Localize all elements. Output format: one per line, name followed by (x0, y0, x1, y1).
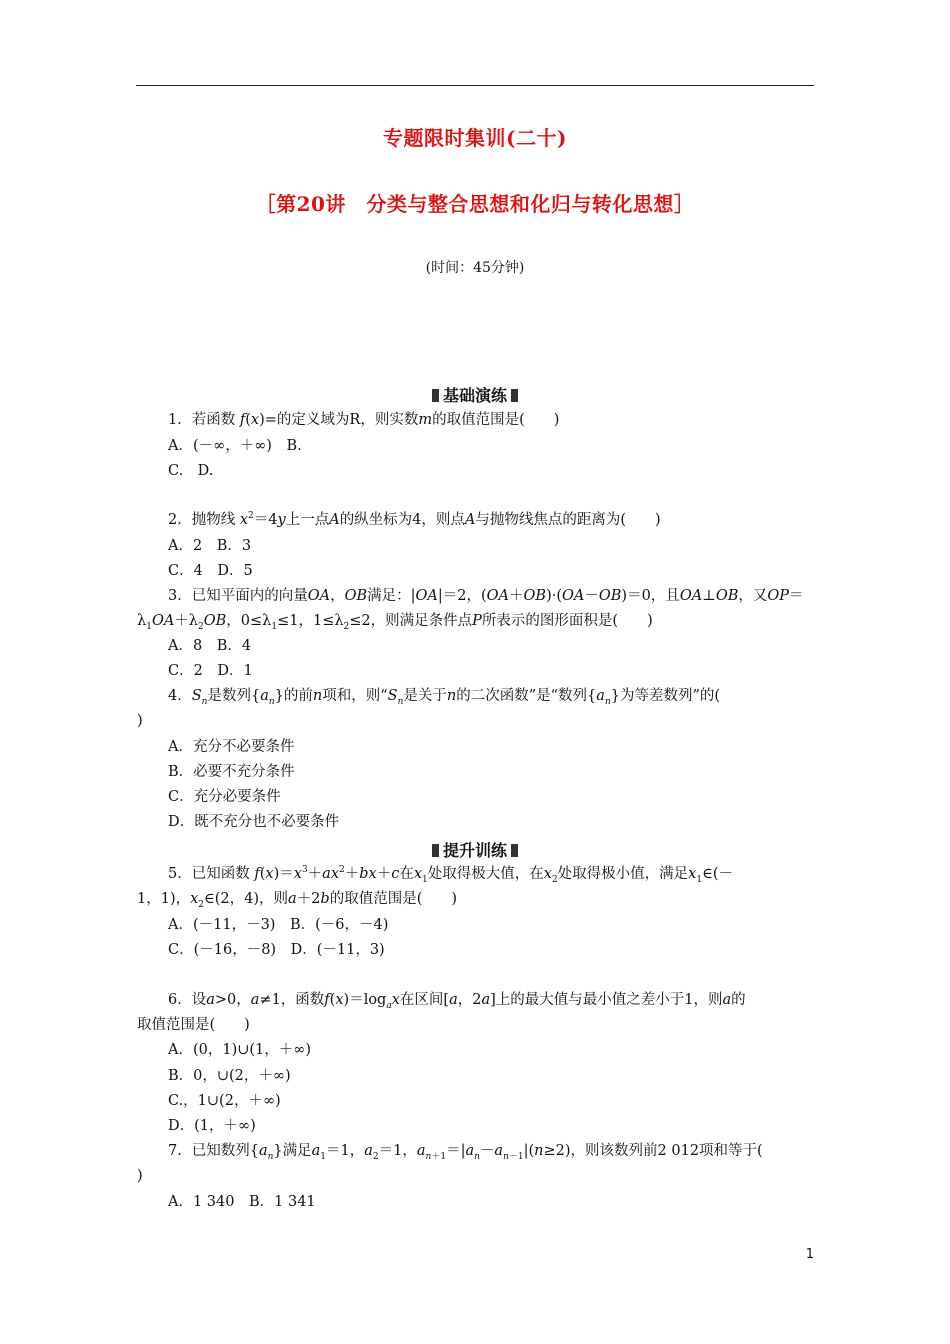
section-basic: 基础演练 (0, 383, 950, 406)
question-3-cont: $\lambda_1OA+\lambda_2OB$，$0\le\lambda_1\le 1$，$1\le\lambda_2\le 2$，则满足条件点P所表示的图形面积是( ) (137, 613, 653, 632)
question-4-cont: ) (137, 713, 143, 729)
question-1: 1．若函数 f(x)=的定义域为R，则实数m的取值范围是( ) (168, 412, 560, 428)
q3-options-ab: A．8 B．4 (168, 638, 252, 654)
q1-options-ab: A．(－∞，＋∞) B. (168, 438, 302, 454)
q5-options-cd: C．(－16，－8) D．(－11，3) (168, 942, 385, 958)
q6-option-a: A．(0，1)∪(1，＋∞) (168, 1042, 312, 1058)
block-marker-icon (511, 389, 518, 402)
q3-options-cd: C．2 D．1 (168, 663, 253, 679)
question-7: 7．已知数列$\{a_n\}$满足$a_1=1$，$a_2=1$，$a_{n+1}=|a_n-a_{n-1}|(n\ge 2)$，则该数列前2 012项和等于( (168, 1143, 763, 1162)
question-3: 3．已知平面内的向量OA，OB满足：|OA|＝2，(OA＋OB)·(OA－OB)＝0，且OA⊥OB，又OP＝ (168, 588, 804, 604)
q7-options-ab: A．1 340 B．1 341 (168, 1194, 316, 1210)
doc-title: 专题限时集训(二十) (383, 126, 567, 150)
question-2: 2．抛物线 $x^2=4y$上一点A的纵坐标为4，则点A与抛物线焦点的距离为( ) (168, 511, 661, 528)
section-advanced: 提升训练 (0, 838, 950, 861)
q6-option-c: C.，1∪(2，＋∞) (168, 1093, 281, 1109)
block-marker-icon (511, 844, 518, 857)
question-5-cont: 1，1)，$x_2\in(2$，4)，则a＋2b的取值范围是( ) (137, 891, 458, 910)
question-4: 4．$S_n$是数列$\{a_n\}$的前n项和，则“$S_n$是关于n的二次函数”是“数列$\{a_n\}$为等差数列”的( (168, 688, 721, 707)
block-marker-icon (432, 389, 439, 402)
q6-option-b: B．0，∪(2，＋∞) (168, 1068, 291, 1084)
q5-options-ab: A．(－11，－3) B．(－6，－4) (168, 917, 389, 933)
q6-option-d: D．(1，＋∞) (168, 1118, 256, 1134)
q4-option-b: B．必要不充分条件 (168, 764, 295, 780)
q4-option-d: D．既不充分也不必要条件 (168, 814, 340, 830)
q4-option-a: A．充分不必要条件 (168, 739, 295, 755)
question-6-cont: 取值范围是( ) (137, 1017, 250, 1033)
question-7-cont: ) (137, 1168, 143, 1184)
q2-options-cd: C．4 D．5 (168, 563, 253, 579)
block-marker-icon (432, 844, 439, 857)
doc-subtitle: ［第20讲 分类与整合思想和化归与转化思想］ (255, 192, 695, 216)
q1-options-cd: C. D. (168, 463, 214, 479)
q2-options-ab: A．2 B．3 (168, 538, 252, 554)
top-rule (136, 85, 814, 86)
page-number: 1 (805, 1247, 814, 1262)
q4-option-c: C．充分必要条件 (168, 789, 281, 805)
question-5: 5．已知函数 $f(x)=x^3+ax^2+bx+c$在$x_1$处取得极大值，在$x_2$处取得极小值，满足$x_1\in(-$ (168, 865, 733, 885)
question-6: 6．设a>0，a≠1，函数$f(x)=\log_ax$在区间[a，2a]上的最大值与最小值之差小于1，则a的 (168, 992, 746, 1011)
time-limit: (时间：45分钟) (425, 260, 525, 276)
